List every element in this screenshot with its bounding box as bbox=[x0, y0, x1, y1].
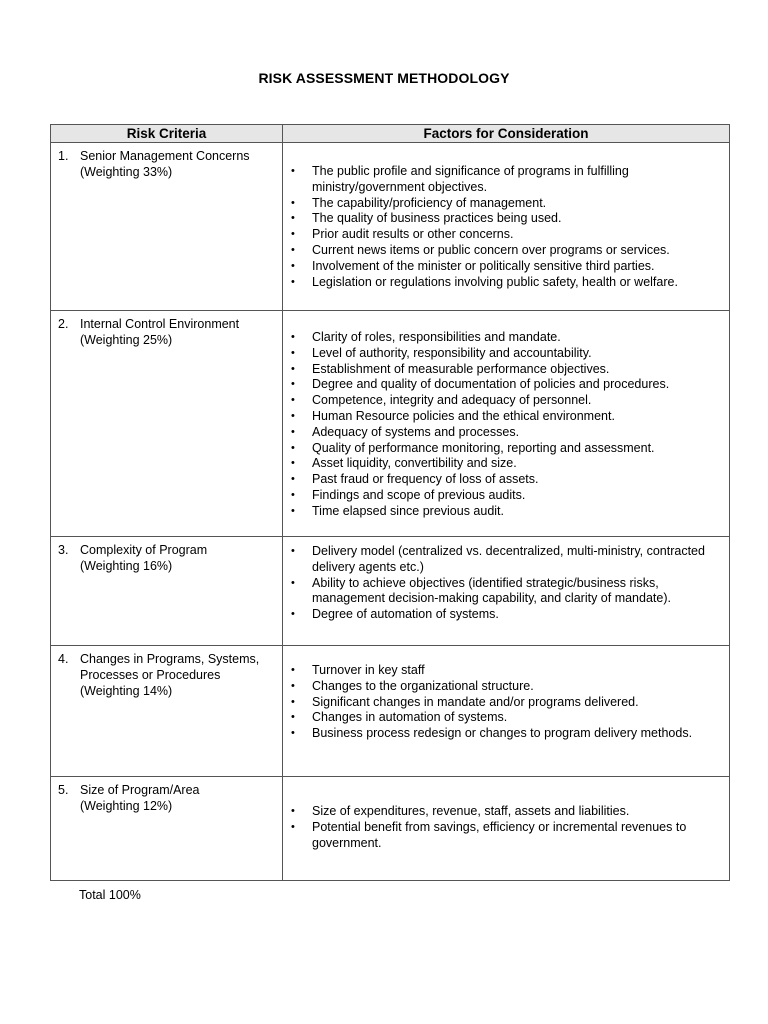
factor-item bbox=[283, 164, 721, 196]
factor-item bbox=[283, 710, 721, 726]
factor-item bbox=[283, 243, 721, 259]
criteria-cell bbox=[51, 777, 283, 881]
factor-item bbox=[283, 679, 721, 695]
bullet-icon: • bbox=[291, 409, 295, 422]
factor-item bbox=[283, 607, 721, 623]
factor-item bbox=[283, 726, 721, 742]
bullet-icon: • bbox=[291, 608, 295, 621]
page-title: RISK ASSESSMENT METHODOLOGY bbox=[258, 70, 510, 86]
factor-text: Significant changes in mandate and/or programs delivered. bbox=[312, 694, 639, 709]
factor-item bbox=[283, 472, 721, 488]
criteria-name: Senior Management Concerns bbox=[80, 149, 250, 163]
factor-item bbox=[283, 362, 721, 378]
factor-text: Degree of automation of systems. bbox=[312, 607, 499, 622]
criteria-number: 3. bbox=[58, 543, 69, 557]
factor-item bbox=[283, 425, 721, 441]
factor-text: Clarity of roles, responsibilities and mandate. bbox=[312, 330, 561, 344]
factor-text: Potential benefit from savings, efficiency or incremental revenues to government. bbox=[312, 819, 687, 850]
factor-item bbox=[283, 663, 721, 679]
criteria-cell bbox=[51, 143, 283, 311]
factor-text: Turnover in key staff bbox=[312, 663, 425, 677]
factors-cell bbox=[283, 311, 730, 537]
factor-text: Legislation or regulations involving public safety, health or welfare. bbox=[312, 274, 678, 289]
criteria-weighting: (Weighting 12%) bbox=[80, 798, 173, 813]
factor-text: The public profile and significance of programs in fulfilling ministry/government objectives. bbox=[312, 164, 629, 194]
factor-item bbox=[283, 820, 721, 852]
bullet-icon: • bbox=[291, 473, 295, 486]
criteria-name: Changes in Programs, Systems, Processes or Procedures bbox=[80, 652, 260, 682]
table-row bbox=[51, 537, 730, 646]
factor-item bbox=[283, 544, 721, 576]
bullet-icon: • bbox=[291, 346, 295, 359]
factors-list bbox=[283, 311, 729, 520]
bullet-icon: • bbox=[291, 576, 295, 589]
risk-criteria-table bbox=[50, 124, 730, 881]
criteria-cell bbox=[51, 311, 283, 537]
factor-text: Current news items or public concern over programs or services. bbox=[312, 242, 670, 257]
bullet-icon: • bbox=[291, 212, 295, 225]
bullet-icon: • bbox=[291, 695, 295, 708]
factor-text: Delivery model (centralized vs. decentralized, multi-ministry, contracted delivery agents etc.) bbox=[312, 544, 705, 574]
factor-text: The quality of business practices being used. bbox=[312, 211, 562, 226]
table-row bbox=[51, 143, 730, 311]
factor-text: Quality of performance monitoring, reporting and assessment. bbox=[312, 440, 655, 455]
bullet-icon: • bbox=[291, 378, 295, 391]
bullet-icon: • bbox=[291, 165, 295, 177]
criteria-number: 5. bbox=[58, 783, 69, 797]
factor-item bbox=[283, 456, 721, 472]
criteria-name: Internal Control Environment bbox=[80, 317, 240, 331]
factor-text: Asset liquidity, convertibility and size. bbox=[312, 456, 517, 471]
factor-text: Prior audit results or other concerns. bbox=[312, 227, 514, 242]
factor-item bbox=[283, 576, 721, 608]
table-header-row bbox=[51, 125, 730, 143]
criteria-weighting: (Weighting 25%) bbox=[80, 332, 173, 347]
factors-cell bbox=[283, 777, 730, 881]
bullet-icon: • bbox=[291, 228, 295, 241]
criteria-name: Size of Program/Area bbox=[80, 783, 200, 797]
factor-item bbox=[283, 196, 721, 212]
factor-item bbox=[283, 393, 721, 409]
factors-cell bbox=[283, 646, 730, 777]
factor-item bbox=[283, 259, 721, 275]
factors-list bbox=[283, 537, 729, 623]
bullet-icon: • bbox=[291, 196, 295, 209]
bullet-icon: • bbox=[291, 441, 295, 454]
factor-item bbox=[283, 441, 721, 457]
factor-text: Time elapsed since previous audit. bbox=[312, 503, 504, 518]
factor-text: Involvement of the minister or politically sensitive third parties. bbox=[312, 258, 655, 273]
factor-item bbox=[283, 346, 721, 362]
factor-text: The capability/proficiency of management. bbox=[312, 195, 547, 210]
bullet-icon: • bbox=[291, 820, 295, 833]
bullet-icon: • bbox=[291, 504, 295, 517]
bullet-icon: • bbox=[291, 545, 295, 557]
table-row bbox=[51, 646, 730, 777]
factor-text: Changes in automation of systems. bbox=[312, 710, 508, 725]
column-header-risk-criteria: Risk Criteria bbox=[51, 125, 283, 143]
factor-text: Competence, integrity and adequacy of personnel. bbox=[312, 393, 592, 408]
criteria-weighting: (Weighting 14%) bbox=[80, 683, 173, 698]
criteria-number: 1. bbox=[58, 149, 69, 163]
factors-cell bbox=[283, 537, 730, 646]
factor-text: Ability to achieve objectives (identified strategic/business risks, management decision-making capability, and clarity of mandate). bbox=[312, 575, 671, 606]
bullet-icon: • bbox=[291, 805, 295, 817]
factor-text: Findings and scope of previous audits. bbox=[312, 487, 526, 502]
factors-list bbox=[283, 777, 729, 851]
criteria-number: 2. bbox=[58, 317, 69, 331]
factor-text: Establishment of measurable performance objectives. bbox=[312, 361, 610, 376]
factors-list bbox=[283, 646, 729, 742]
factor-item bbox=[283, 409, 721, 425]
factor-text: Human Resource policies and the ethical environment. bbox=[312, 408, 615, 423]
factor-text: Degree and quality of documentation of policies and procedures. bbox=[312, 377, 670, 392]
criteria-weighting: (Weighting 33%) bbox=[80, 164, 173, 179]
factor-text: Size of expenditures, revenue, staff, assets and liabilities. bbox=[312, 804, 630, 818]
criteria-cell bbox=[51, 646, 283, 777]
criteria-cell bbox=[51, 537, 283, 646]
bullet-icon: • bbox=[291, 425, 295, 438]
column-header-factors: Factors for Consideration bbox=[283, 125, 730, 143]
factors-list bbox=[283, 143, 729, 290]
factor-item bbox=[283, 227, 721, 243]
bullet-icon: • bbox=[291, 275, 295, 288]
bullet-icon: • bbox=[291, 488, 295, 501]
factors-cell bbox=[283, 143, 730, 311]
bullet-icon: • bbox=[291, 394, 295, 407]
factor-text: Business process redesign or changes to program delivery methods. bbox=[312, 726, 693, 741]
bullet-icon: • bbox=[291, 243, 295, 256]
factor-text: Past fraud or frequency of loss of assets. bbox=[312, 472, 539, 487]
criteria-weighting: (Weighting 16%) bbox=[80, 558, 173, 573]
bullet-icon: • bbox=[291, 457, 295, 470]
bullet-icon: • bbox=[291, 711, 295, 724]
factor-item bbox=[283, 377, 721, 393]
bullet-icon: • bbox=[291, 727, 295, 740]
factor-item bbox=[283, 695, 721, 711]
bullet-icon: • bbox=[291, 679, 295, 692]
criteria-name: Complexity of Program bbox=[80, 543, 208, 557]
table-row bbox=[51, 777, 730, 881]
factor-item bbox=[283, 488, 721, 504]
bullet-icon: • bbox=[291, 259, 295, 272]
factor-item bbox=[283, 211, 721, 227]
factor-item bbox=[283, 504, 721, 520]
factor-text: Changes to the organizational structure. bbox=[312, 678, 534, 693]
total-note: Total 100% bbox=[79, 888, 141, 902]
table-row bbox=[51, 311, 730, 537]
factor-text: Adequacy of systems and processes. bbox=[312, 424, 520, 439]
bullet-icon: • bbox=[291, 664, 295, 676]
criteria-number: 4. bbox=[58, 652, 69, 666]
bullet-icon: • bbox=[291, 331, 295, 343]
factor-item bbox=[283, 330, 721, 346]
bullet-icon: • bbox=[291, 362, 295, 375]
factor-item bbox=[283, 275, 721, 291]
factor-item bbox=[283, 804, 721, 820]
factor-text: Level of authority, responsibility and accountability. bbox=[312, 345, 592, 360]
